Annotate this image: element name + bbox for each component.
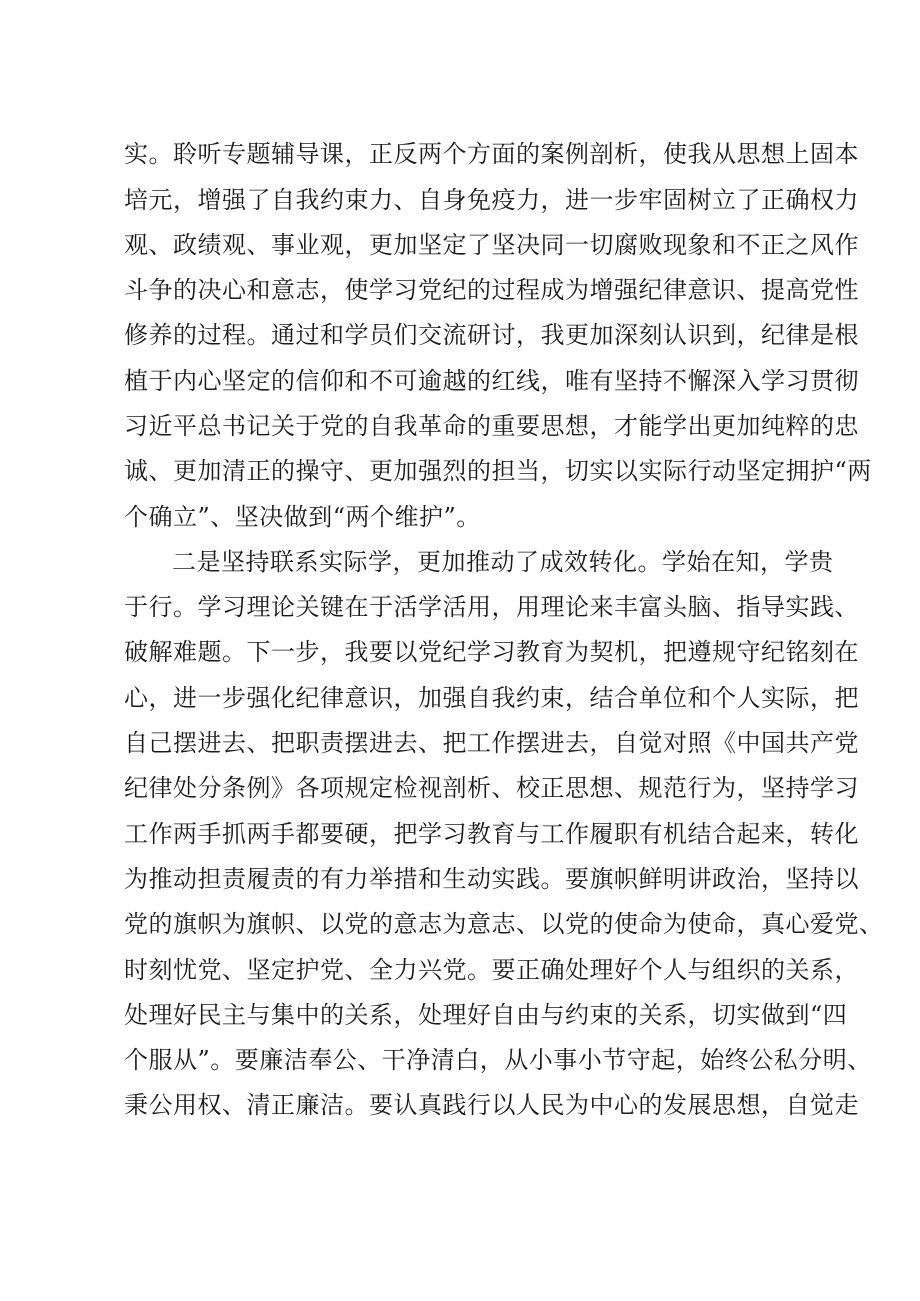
text-line: 个服从”。要廉洁奉公、干净清白，从小事小节守起，始终公私分明、 — [124, 1046, 872, 1074]
text-line: 时刻忧党、坚定护党、全力兴党。要正确处理好个人与组织的关系， — [124, 956, 859, 984]
text-line: 心，进一步强化纪律意识，加强自我约束，结合单位和个人实际，把 — [124, 684, 859, 712]
text-line: 培元，增强了自我约束力、自身免疫力，进一步牢固树立了正确权力 — [124, 186, 859, 214]
text-line: 为推动担责履责的有力举措和生动实践。要旗帜鲜明讲政治，坚持以 — [124, 865, 859, 893]
text-line: 党的旗帜为旗帜、以党的意志为意志、以党的使命为使命，真心爱党、 — [124, 910, 884, 938]
text-line: 秉公用权、清正廉洁。要认真践行以人民为中心的发展思想，自觉走 — [124, 1091, 859, 1119]
text-line: 纪律处分条例》各项规定检视剖析、校正思想、规范行为，坚持学习 — [124, 774, 859, 802]
text-line: 处理好民主与集中的关系，处理好自由与约束的关系，切实做到“四 — [124, 1001, 848, 1029]
text-line: 修养的过程。通过和学员们交流研讨，我更加深刻认识到，纪律是根 — [124, 321, 859, 349]
text-line: 习近平总书记关于党的自我革命的重要思想，才能学出更加纯粹的忠 — [124, 412, 859, 440]
text-line: 破解难题。下一步，我要以党纪学习教育为契机，把遵规守纪铭刻在 — [124, 638, 859, 666]
text-line: 实。聆听专题辅导课，正反两个方面的案例剖析，使我从思想上固本 — [124, 140, 859, 168]
text-line: 植于内心坚定的信仰和不可逾越的红线，唯有坚持不懈深入学习贯彻 — [124, 367, 859, 395]
text-line: 观、政绩观、事业观，更加坚定了坚决同一切腐败现象和不正之风作 — [124, 231, 859, 259]
text-line: 工作两手抓两手都要硬，把学习教育与工作履职有机结合起来，转化 — [124, 820, 859, 848]
text-line: 个确立”、坚决做到“两个维护”。 — [124, 503, 481, 531]
text-line: 斗争的决心和意志，使学习党纪的过程成为增强纪律意识、提高党性 — [124, 276, 859, 304]
text-line: 于行。学习理论关键在于活学活用，用理论来丰富头脑、指导实践、 — [124, 593, 859, 621]
paragraph-first-line: 二是坚持联系实际学，更加推动了成效转化。学始在知，学贵 — [172, 548, 834, 576]
text-line: 自己摆进去、把职责摆进去、把工作摆进去，自觉对照《中国共产党 — [124, 729, 859, 757]
text-line: 诚、更加清正的操守、更加强烈的担当，切实以实际行动坚定拥护“两 — [124, 457, 872, 485]
